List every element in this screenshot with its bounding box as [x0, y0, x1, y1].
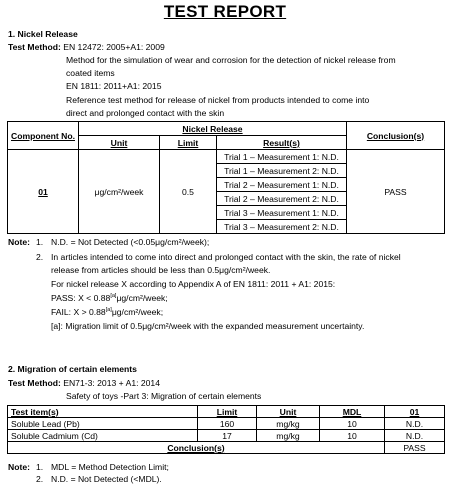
result-cell: N.D.	[385, 418, 445, 430]
s1-note2-line1: In articles intended to come into direct and prolonged contact with the skin, the rate of nickel	[51, 252, 401, 262]
s1-method-code: EN 12472: 2005+A1: 2009	[63, 42, 165, 52]
th-unit: Unit	[79, 136, 160, 150]
result-cell: N.D.	[385, 430, 445, 442]
limit-cell: 160	[198, 418, 257, 430]
s2-method-line	[8, 378, 160, 389]
s1-note2-footnote: [a]: Migration limit of 0.5μg/cm²/week with the expanded measurement uncertainty.	[51, 321, 365, 331]
component-number: 01	[8, 150, 79, 234]
result-cell: Trial 1 – Measurement 1: N.D.	[217, 150, 347, 164]
section2-heading: 2. Migration of certain elements	[8, 364, 137, 374]
unit-cell: mg/kg	[257, 418, 320, 430]
report-title: TEST REPORT	[163, 2, 287, 21]
th-limit: Limit	[160, 136, 217, 150]
s1-method-code2: EN 1811: 2011+A1: 2015	[66, 81, 162, 91]
s2-note1: MDL = Method Detection Limit;	[51, 462, 169, 472]
pass-unit: μg/cm²/week;	[116, 293, 168, 303]
th-component: Component No.	[8, 122, 79, 150]
s1-note2-line3: For nickel release X according to Appendix A of EN 1811: 2011 + A1: 2015:	[51, 279, 336, 289]
limit-value: 0.5	[160, 150, 217, 234]
s2-note1-num: 1.	[36, 462, 44, 472]
pass-criterion: PASS: X < 0.88	[51, 293, 111, 303]
s1-note2-line2: release from articles should be less than 0.5μg/cm²/week.	[51, 265, 271, 275]
s1-method-desc1: Method for the simulation of wear and corrosion for the detection of nickel release from	[66, 55, 396, 65]
s2-note2: N.D. = Not Detected (<MDL).	[51, 474, 162, 484]
nickel-release-table	[7, 121, 445, 234]
result-cell: Trial 1 – Measurement 2: N.D.	[217, 164, 347, 178]
th-limit: Limit	[198, 406, 257, 418]
fail-criterion: FAIL: X > 0.88	[51, 307, 106, 317]
unit-cell: mg/kg	[257, 430, 320, 442]
mdl-cell: 10	[320, 430, 385, 442]
s1-method-desc2: coated items	[66, 68, 115, 78]
s1-method-label: Test Method:	[8, 42, 61, 52]
th-unit: Unit	[257, 406, 320, 418]
th-nickel-release: Nickel Release	[79, 122, 347, 136]
test-item-cell: Soluble Cadmium (Cd)	[8, 430, 198, 442]
s2-method-desc: Safety of toys -Part 3: Migration of certain elements	[66, 391, 262, 401]
s2-method-label: Test Method:	[8, 378, 61, 388]
mdl-cell: 10	[320, 418, 385, 430]
s1-note2-pass	[51, 293, 168, 304]
table-row	[8, 418, 445, 430]
s1-note1: N.D. = Not Detected (<0.05μg/cm²/week);	[51, 237, 210, 247]
result-cell: Trial 2 – Measurement 2: N.D.	[217, 192, 347, 206]
unit-value: μg/cm²/week	[79, 150, 160, 234]
test-item-cell: Soluble Lead (Pb)	[8, 418, 198, 430]
migration-table	[7, 405, 445, 454]
s1-note2-fail	[51, 307, 163, 318]
conclusion-value: PASS	[385, 442, 445, 454]
footnote-ref-a: [a]	[110, 293, 117, 300]
th-test-item: Test item(s)	[8, 406, 198, 418]
th-conclusion: Conclusion(s)	[347, 122, 445, 150]
result-cell: Trial 3 – Measurement 1: N.D.	[217, 206, 347, 220]
s2-method-code: EN71-3: 2013 + A1: 2014	[63, 378, 160, 388]
fail-unit: μg/cm²/week;	[111, 307, 164, 317]
s1-method-desc4: direct and prolonged contact with the skin	[66, 108, 225, 118]
conclusion-value: PASS	[347, 150, 445, 234]
th-results: Result(s)	[217, 136, 347, 150]
limit-cell: 17	[198, 430, 257, 442]
result-cell: Trial 2 – Measurement 1: N.D.	[217, 178, 347, 192]
s2-note2-num: 2.	[36, 474, 44, 484]
s1-note2-num: 2.	[36, 252, 44, 262]
th-mdl: MDL	[320, 406, 385, 418]
s2-note-label: Note:	[8, 462, 30, 472]
section1-heading: 1. Nickel Release	[8, 29, 78, 39]
s1-method-line	[8, 42, 165, 53]
s1-method-desc3: Reference test method for release of nickel from products intended to come into	[66, 95, 370, 105]
conclusion-label: Conclusion(s)	[8, 442, 385, 454]
table-row	[8, 430, 445, 442]
result-cell: Trial 3 – Measurement 2: N.D.	[217, 220, 347, 234]
s1-note-label: Note:	[8, 237, 30, 247]
th-sample-01: 01	[385, 406, 445, 418]
s1-note1-num: 1.	[36, 237, 44, 247]
footnote-ref-a: [a]	[105, 307, 112, 314]
